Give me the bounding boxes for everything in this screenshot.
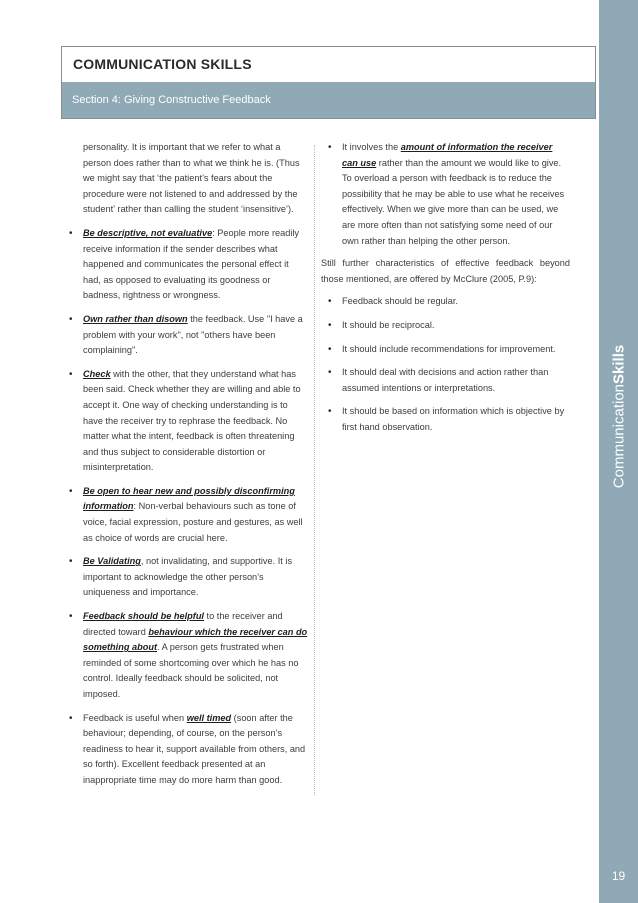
side-tab [599, 0, 638, 903]
bullet-text: : Non-verbal behaviours such as tone of voice, facial expression, posture and gestures, as well as choice of words are crucial here. [83, 501, 303, 543]
left-column [62, 140, 308, 789]
list-item: • Feedback should be regular. [321, 294, 570, 310]
page-number: 19 [611, 869, 626, 883]
bullet-emphasis: Be Validating [83, 556, 141, 567]
bullet-check [62, 367, 308, 476]
bullet-amount [321, 140, 570, 249]
mcclure-paragraph: Still further characteristics of effective feedback beyond those mentioned, are offered by McClure (2005, P.9): [321, 258, 570, 284]
bullet-helpful [62, 609, 308, 703]
bullet-emphasis: amount of information the receiver can use [342, 142, 553, 168]
bullet-emphasis: Be descriptive, not evaluative [83, 227, 213, 238]
side-tab-light-text: Communication [610, 383, 627, 489]
side-tab-bold-text: Skills [610, 344, 627, 384]
side-tab-label [610, 345, 627, 488]
bullet-text: : People more readily receive information if the sender describes what happened and communicates the personal effect it had, as opposed to evaluating its goodness or badness, rightness or wrongness. [83, 227, 300, 301]
bullet-text: Feedback is useful when [83, 712, 187, 723]
list-item: • It should be based on information which is objective by first hand observation. [321, 404, 570, 435]
bullet-own [62, 312, 308, 359]
bullet-emphasis: Feedback should be helpful [83, 611, 204, 622]
bullet-text: the feedback. Use "I have a problem with your work", not "others have been complaining". [83, 313, 303, 356]
right-column [321, 140, 570, 436]
bullet-text: (soon after the behaviour; depending, of course, on the person’s readiness to hear it, support available from others, and so forth). Excellent feedback presented at an inappropriate time may do more harm than good. [83, 712, 306, 785]
bullet-text: to the receiver and directed toward [83, 611, 283, 637]
list-item: • It should include recommendations for improvement. [321, 342, 570, 358]
intro-paragraph: personality. It is important that we refer to what a person does rather than to what we think he is. (Thus we might say that ‘the patient’s fears about the procedure were not listened to and addressed by the student’ rather than calling the student ‘insensitive’). [83, 142, 300, 215]
header-title: COMMUNICATION SKILLS [62, 47, 595, 82]
list-item: • It should deal with decisions and action rather than assumed intentions or interpretations. [321, 365, 570, 396]
bullet-text: It involves the [342, 142, 401, 152]
bullet-timed [62, 711, 308, 789]
bullet-open [62, 484, 308, 546]
bullet-validating [62, 554, 308, 601]
bullet-text: . A person gets frustrated when reminded of some shortcoming over which he has no control. Ideally feedback should be solicited, not imposed. [83, 642, 299, 699]
bullet-descriptive [62, 226, 308, 304]
bullet-text: , not invalidating, and supportive. It is important to acknowledge the other person’s uniqueness and importance. [83, 556, 293, 598]
list-item: • It should be reciprocal. [321, 318, 570, 334]
bullet-emphasis: Check [83, 368, 111, 379]
bullet-text: with the other, that they understand what has been said. Check whether they are willing and able to accept it. One way of checking understanding is to have the receiver try to rephrase the feedback. No matter what the intent, feedback is often threatening and thus subject to considerable distortion or misinterpretation. [83, 368, 301, 473]
bullet-emphasis: behaviour which the receiver can do something about [83, 626, 308, 653]
header-subtitle: Section 4: Giving Constructive Feedback [62, 82, 595, 118]
column-divider [314, 145, 315, 795]
bullet-text: rather than the amount we would like to give. To overload a person with feedback is to reduce the possibility that he may be able to use what he receives effectively. When we give more than can be used, we are more often than not satisfying some need of our own rather than helping the other person. [342, 157, 565, 246]
bullet-emphasis: well timed [186, 712, 232, 723]
section-header [61, 46, 596, 119]
bullet-emphasis: Own rather than disown [83, 313, 188, 324]
bullet-emphasis: Be open to hear new and possibly disconfirming information [83, 485, 295, 512]
mcclure-list [321, 294, 570, 435]
